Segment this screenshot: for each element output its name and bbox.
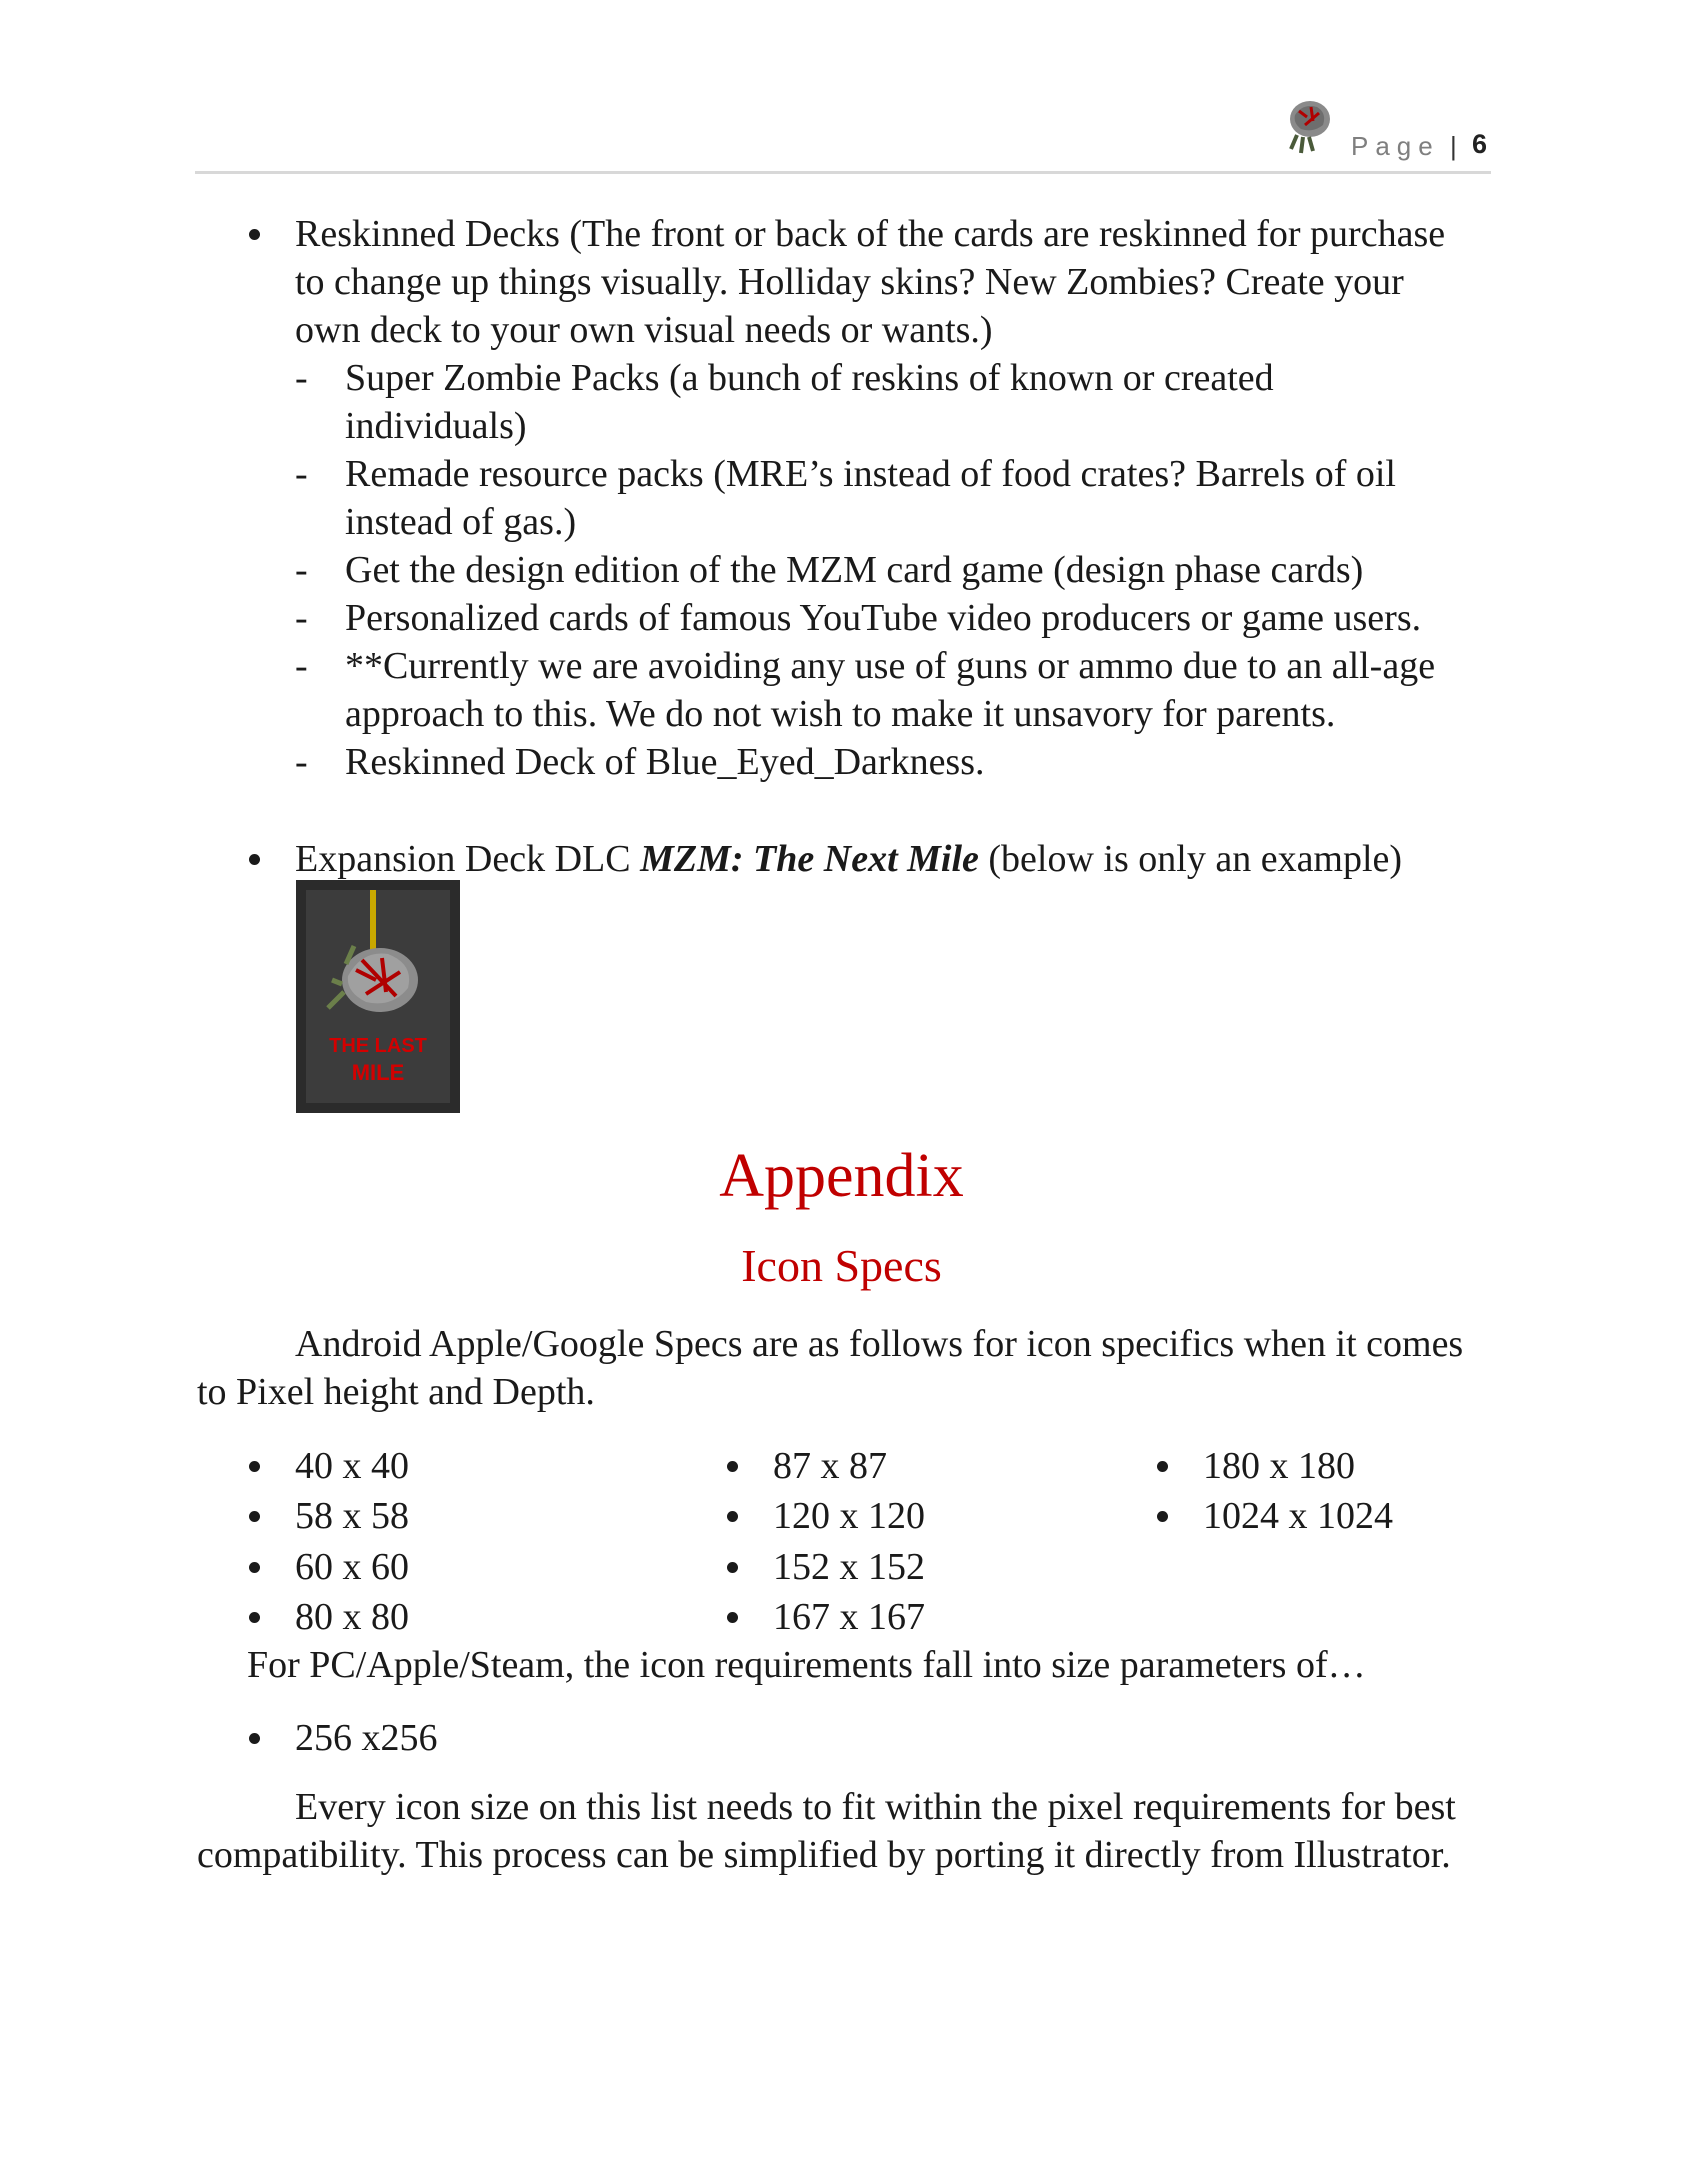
sub-item-5-line-1: **Currently we are avoiding any use of guns or ammo due to an all-age: [345, 645, 1436, 687]
dash-marker: -: [295, 549, 308, 591]
size-item: 180 x 180: [1203, 1445, 1355, 1487]
brain-logo-icon: [1283, 95, 1335, 157]
bullet-dot: [727, 1612, 738, 1623]
reskinned-line-1: Reskinned Decks (The front or back of the cards are reskinned for purchase: [295, 213, 1446, 255]
intro-line-2: to Pixel height and Depth.: [197, 1371, 595, 1413]
size-item: 120 x 120: [773, 1495, 925, 1537]
expansion-title: MZM: The Next Mile: [640, 838, 979, 880]
size-item: 152 x 152: [773, 1546, 925, 1588]
sub-item-2-line-1: Remade resource packs (MRE’s instead of food crates? Barrels of oil: [345, 453, 1396, 495]
size-item: 87 x 87: [773, 1445, 887, 1487]
size-item: 167 x 167: [773, 1596, 925, 1638]
bullet-dot: [727, 1562, 738, 1573]
size-item: 1024 x 1024: [1203, 1495, 1393, 1537]
sub-item-2-line-2: instead of gas.): [345, 501, 577, 543]
card-title-line-1: THE LAST: [329, 1035, 427, 1057]
intro-line-1: Android Apple/Google Specs are as follows for icon specifics when it comes: [295, 1323, 1464, 1365]
dash-marker: -: [295, 453, 308, 495]
icon-specs-title: Icon Specs: [741, 1240, 942, 1291]
sub-item-1-line-1: Super Zombie Packs (a bunch of reskins of known or created: [345, 357, 1274, 399]
expansion-prefix: Expansion Deck DLC: [295, 838, 641, 880]
bullet-dot: [249, 1461, 260, 1472]
pc-intro: For PC/Apple/Steam, the icon requirements fall into size parameters of…: [247, 1644, 1366, 1686]
bullet-dot: [249, 1562, 260, 1573]
expansion-card-image: [296, 880, 460, 1113]
bullet-dot: [1157, 1511, 1168, 1522]
bullet-dot: [1157, 1461, 1168, 1472]
page-number: 6: [1472, 129, 1488, 159]
page-label: Page: [1351, 131, 1440, 161]
size-item: 40 x 40: [295, 1445, 409, 1487]
size-item: 80 x 80: [295, 1596, 409, 1638]
reskinned-line-2: to change up things visually. Holliday skins? New Zombies? Create your: [295, 261, 1404, 303]
expansion-line: [295, 835, 1402, 883]
page-separator: |: [1450, 131, 1457, 161]
reskinned-line-3: own deck to your own visual needs or wants.): [295, 309, 993, 351]
dash-marker: -: [295, 357, 308, 399]
bullet-dot: [249, 1733, 260, 1744]
size-item: 60 x 60: [295, 1546, 409, 1588]
sub-item-4-line-1: Personalized cards of famous YouTube video producers or game users.: [345, 597, 1422, 639]
page-header: [195, 95, 1491, 174]
dash-marker: -: [295, 597, 308, 639]
bullet-dot: [249, 854, 260, 865]
card-title-line-2: MILE: [351, 1060, 405, 1085]
sub-item-1-line-2: individuals): [345, 405, 527, 447]
pc-size-item: 256 x256: [295, 1717, 438, 1759]
size-item: 58 x 58: [295, 1495, 409, 1537]
closing-line-2: compatibility. This process can be simplified by porting it directly from Illustrator.: [197, 1834, 1451, 1876]
sub-item-5-line-2: approach to this. We do not wish to make it unsavory for parents.: [345, 693, 1336, 735]
bullet-dot: [727, 1511, 738, 1522]
appendix-title: Appendix: [719, 1142, 964, 1210]
sub-item-3-line-1: Get the design edition of the MZM card game (design phase cards): [345, 549, 1364, 591]
sub-item-6-line-1: Reskinned Deck of Blue_Eyed_Darkness.: [345, 741, 985, 783]
dash-marker: -: [295, 741, 308, 783]
bullet-dot: [249, 1511, 260, 1522]
closing-line-1: Every icon size on this list needs to fit within the pixel requirements for best: [295, 1786, 1456, 1828]
dash-marker: -: [295, 645, 308, 687]
bullet-dot: [249, 229, 260, 240]
bullet-dot: [249, 1612, 260, 1623]
expansion-suffix: (below is only an example): [978, 838, 1403, 880]
bullet-dot: [727, 1461, 738, 1472]
